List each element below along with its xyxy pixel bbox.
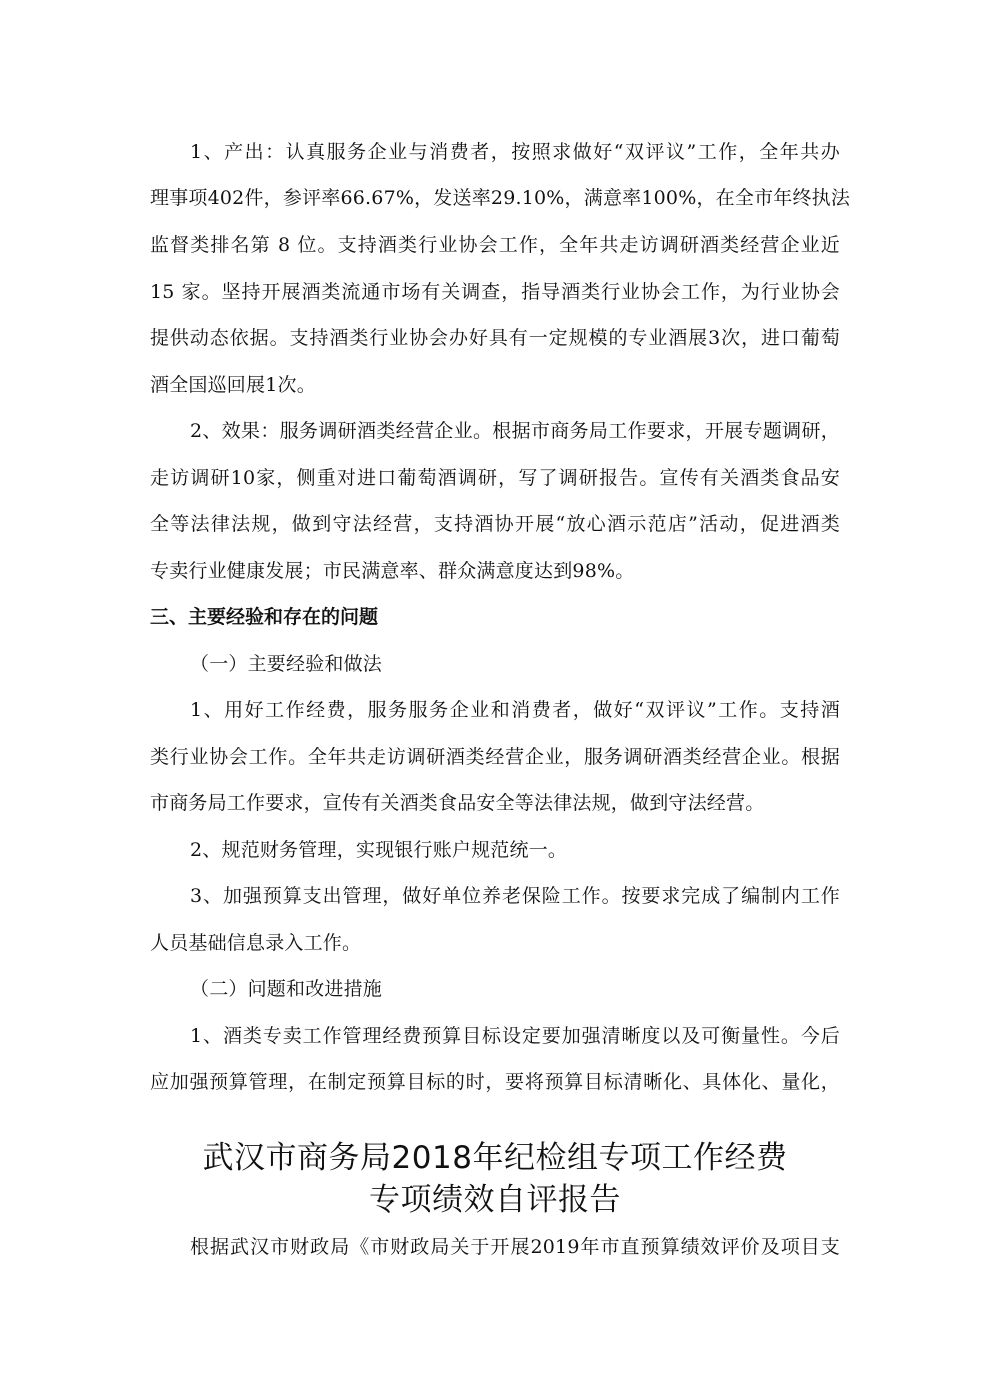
report-title-line-2: 专项绩效自评报告	[369, 1182, 621, 1218]
effect-paragraph-line-2: 走访调研10家，侧重对进口葡萄酒调研，写了调研报告。宣传有关酒类食品安	[150, 467, 840, 489]
effect-paragraph-line-3: 全等法律法规，做到守法经营，支持酒协开展“放心酒示范店”活动，促进酒类	[150, 513, 840, 535]
output-paragraph-line-1: 1、产出：认真服务企业与消费者，按照求做好“双评议”工作，全年共办	[190, 141, 840, 163]
output-paragraph-line-6: 酒全国巡回展1次。	[150, 374, 316, 396]
experience-1-line-3: 市商务局工作要求，宣传有关酒类食品安全等法律法规，做到守法经营。	[150, 792, 765, 814]
effect-paragraph-line-4: 专卖行业健康发展；市民满意率、群众满意度达到98%。	[150, 560, 635, 582]
report-intro-line-1: 根据武汉市财政局《市财政局关于开展2019年市直预算绩效评价及项目支	[190, 1236, 840, 1258]
effect-paragraph-line-1: 2、效果：服务调研酒类经营企业。根据市商务局工作要求，开展专题调研，	[190, 420, 840, 442]
experience-3-line-1: 3、加强预算支出管理，做好单位养老保险工作。按要求完成了编制内工作	[190, 885, 840, 907]
problem-1-line-1: 1、酒类专卖工作管理经费预算目标设定要加强清晰度以及可衡量性。今后	[190, 1025, 840, 1047]
experience-1-line-1: 1、用好工作经费，服务服务企业和消费者，做好“双评议”工作。支持酒	[190, 699, 840, 721]
problem-1-line-2: 应加强预算管理，在制定预算目标的时，要将预算目标清晰化、具体化、量化，	[150, 1071, 840, 1093]
output-paragraph-line-3: 监督类排名第 8 位。支持酒类行业协会工作，全年共走访调研酒类经营企业近	[150, 234, 840, 256]
section-heading-experience-problems: 三、主要经验和存在的问题	[150, 606, 379, 628]
output-paragraph-line-2: 理事项402件，参评率66.67%，发送率29.10%，满意率100%，在全市年终执法	[150, 187, 851, 209]
report-title-line-1: 武汉市商务局2018年纪检组专项工作经费	[202, 1140, 788, 1176]
subheading-main-experience: （一）主要经验和做法	[190, 653, 383, 675]
experience-2-line-1: 2、规范财务管理，实现银行账户规范统一。	[190, 839, 568, 861]
output-paragraph-line-5: 提供动态依据。支持酒类行业协会办好具有一定规模的专业酒展3次，进口葡萄	[150, 327, 840, 349]
output-paragraph-line-4: 15 家。坚持开展酒类流通市场有关调查，指导酒类行业协会工作，为行业协会	[150, 281, 840, 303]
subheading-problems-measures: （二）问题和改进措施	[190, 978, 383, 1000]
experience-3-line-2: 人员基础信息录入工作。	[150, 932, 362, 954]
experience-1-line-2: 类行业协会工作。全年共走访调研酒类经营企业，服务调研酒类经营企业。根据	[150, 746, 840, 768]
